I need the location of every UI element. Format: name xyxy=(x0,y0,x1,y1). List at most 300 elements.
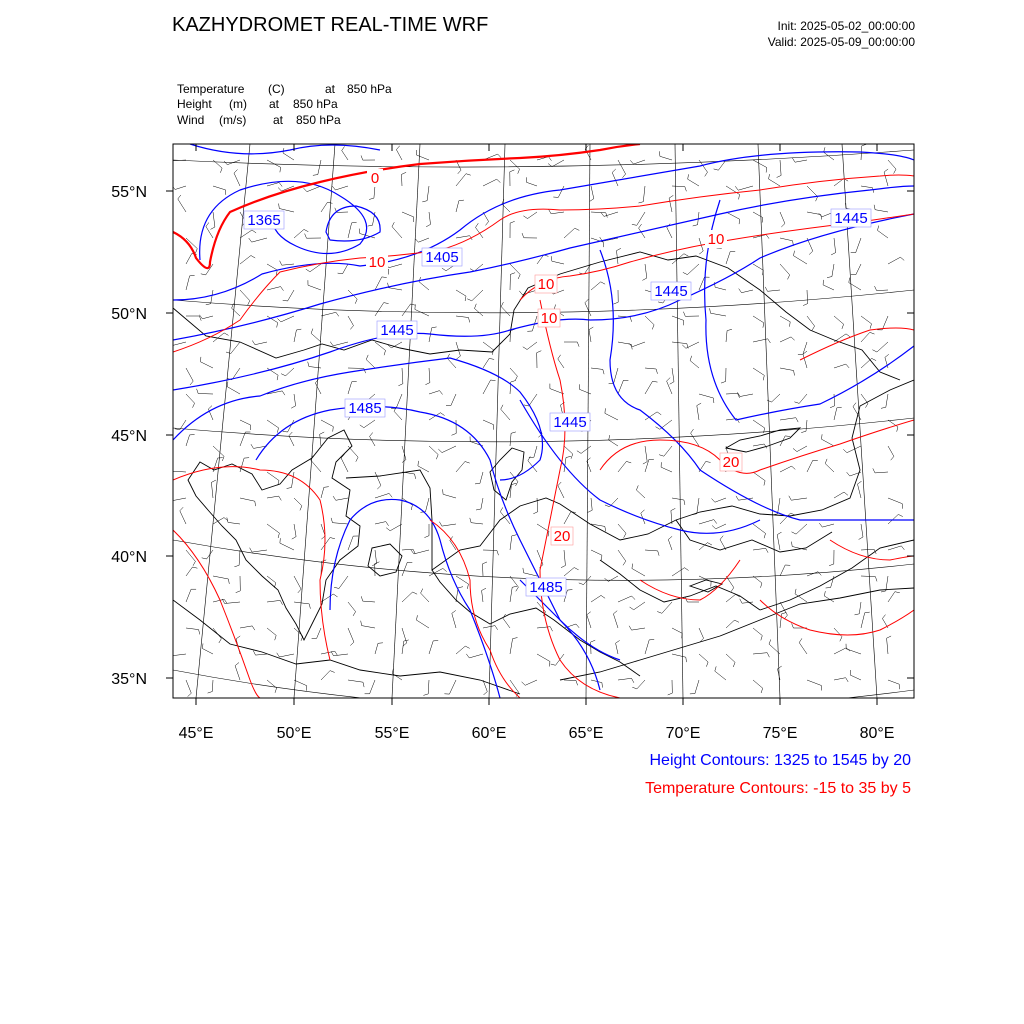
wind-barb xyxy=(483,562,488,576)
wind-barb xyxy=(280,538,294,550)
wind-barb xyxy=(402,628,407,646)
wind-barb xyxy=(537,627,553,632)
wind-barb xyxy=(456,174,471,186)
wind-barb xyxy=(267,287,284,291)
wind-barb xyxy=(402,212,414,222)
wind-barb xyxy=(332,186,348,190)
temperature-label xyxy=(366,253,388,271)
wind-barb xyxy=(334,576,348,589)
wind-barb xyxy=(834,407,842,420)
wind-barb xyxy=(780,613,786,629)
wind-barb xyxy=(321,671,335,680)
wind-barb xyxy=(402,472,416,479)
wind-barb xyxy=(735,186,753,190)
wind-barb xyxy=(234,170,240,187)
wind-barb xyxy=(375,643,383,654)
wind-barb xyxy=(861,576,877,581)
wind-barb xyxy=(180,507,186,524)
wind-barb xyxy=(699,628,704,642)
wind-barb xyxy=(341,454,348,472)
wind-barb xyxy=(888,257,904,264)
wind-barb xyxy=(668,680,673,695)
wind-barb xyxy=(417,615,430,628)
wind-barb xyxy=(186,238,197,253)
height-label xyxy=(526,578,566,596)
wind-barb xyxy=(641,510,645,524)
wind-barb xyxy=(753,548,768,552)
svg-text:20: 20 xyxy=(722,454,740,471)
wind-barb xyxy=(267,160,281,172)
wind-barb xyxy=(609,435,618,446)
lat-label: 50°N xyxy=(111,306,147,323)
svg-text:1445: 1445 xyxy=(380,322,414,339)
wind-barb xyxy=(618,596,635,602)
meridian-75e xyxy=(758,144,780,698)
svg-text:1445: 1445 xyxy=(834,210,868,227)
wind-barb xyxy=(753,264,763,275)
svg-text:1445: 1445 xyxy=(654,283,688,300)
wind-barb xyxy=(591,524,606,531)
wind-barb xyxy=(726,251,735,264)
field-at: at xyxy=(269,97,280,111)
wind-barb xyxy=(456,316,470,322)
wind-barb xyxy=(822,434,835,446)
wind-barb xyxy=(558,482,564,498)
wind-barb xyxy=(456,236,472,240)
wind-barb xyxy=(780,316,790,327)
wind-barb xyxy=(438,446,456,453)
wind-barb xyxy=(807,680,821,691)
wind-barb xyxy=(630,160,645,164)
wind-barb xyxy=(753,160,767,173)
wind-barb xyxy=(375,493,392,498)
wind-barb xyxy=(710,308,726,316)
wind-barb xyxy=(690,680,699,694)
wind-barb xyxy=(510,535,517,550)
wind-barb xyxy=(726,654,735,667)
wind-barb xyxy=(168,497,186,501)
wind-barb xyxy=(726,212,740,224)
wind-barb xyxy=(235,663,240,681)
wind-barb xyxy=(208,406,213,420)
wind-barb xyxy=(780,212,785,227)
wind-barb xyxy=(618,160,626,178)
wind-barb xyxy=(447,354,456,368)
wind-barb xyxy=(564,568,579,577)
wind-barb xyxy=(740,599,753,603)
lon-label: 75°E xyxy=(762,725,798,742)
wind-barb xyxy=(630,602,645,610)
wind-barb xyxy=(424,524,429,538)
valid-time: Valid: 2025-05-09_00:00:00 xyxy=(767,35,915,49)
temperature-label xyxy=(367,169,383,187)
wind-barb xyxy=(682,342,699,348)
wind-barb xyxy=(466,654,483,658)
svg-text:20: 20 xyxy=(553,528,571,545)
wind-barb xyxy=(186,435,195,446)
wind-barb xyxy=(753,680,763,693)
wind-barb xyxy=(884,169,888,186)
wind-barb xyxy=(267,420,279,433)
wind-barb xyxy=(415,238,429,242)
wind-barb xyxy=(342,146,348,160)
wind-barb xyxy=(672,628,682,638)
parallel-40n xyxy=(173,540,914,580)
wind-barb xyxy=(522,233,537,238)
wind-barb xyxy=(429,446,438,459)
wind-barb xyxy=(226,342,240,354)
wind-barb xyxy=(699,238,703,254)
wind-barb xyxy=(670,368,674,384)
wind-barb xyxy=(861,332,875,342)
temperature-label xyxy=(720,453,742,471)
wind-barb xyxy=(690,356,699,368)
wind-barb xyxy=(321,538,335,551)
wind-barb xyxy=(267,496,281,500)
wind-barb xyxy=(526,177,537,186)
wind-barb xyxy=(753,576,762,588)
wind-barb xyxy=(632,212,645,225)
wind-barb xyxy=(522,680,537,685)
height-contours-note: Height Contours: 1325 to 1545 by 20 xyxy=(649,752,911,769)
wind-barb xyxy=(767,394,780,402)
wind-barb xyxy=(712,498,727,502)
wind-barb xyxy=(456,462,470,473)
wind-barb xyxy=(523,342,537,350)
wind-barb xyxy=(446,394,456,406)
kazakhstan-south-border xyxy=(346,380,914,570)
wind-barb xyxy=(819,523,834,527)
lon-label: 45°E xyxy=(178,725,214,742)
wind-barb xyxy=(794,251,808,264)
wind-barb xyxy=(846,644,861,654)
wind-barb xyxy=(645,550,659,556)
wind-barb xyxy=(321,312,339,316)
temperature-label xyxy=(705,230,727,248)
wind-barb xyxy=(475,472,483,484)
wind-barb xyxy=(793,446,807,452)
wind-barb xyxy=(213,186,226,195)
svg-text:10: 10 xyxy=(368,254,386,271)
wind-barb xyxy=(803,351,807,368)
wind-barb xyxy=(348,628,354,646)
wind-barb xyxy=(645,368,658,374)
wind-barb xyxy=(888,680,899,689)
wind-barb xyxy=(589,327,593,342)
wind-barb xyxy=(476,498,483,510)
wind-barb xyxy=(667,378,672,394)
wind-barb xyxy=(888,446,894,460)
lon-label: 50°E xyxy=(276,725,312,742)
wind-barb xyxy=(375,522,389,526)
wind-barb xyxy=(861,358,876,368)
wind-barb xyxy=(523,212,537,219)
wind-barb xyxy=(482,588,486,602)
wind-barb xyxy=(726,594,740,602)
wind-barb xyxy=(834,678,848,682)
lon-label: 60°E xyxy=(471,725,507,742)
wind-barb xyxy=(186,589,196,602)
wind-barb xyxy=(737,392,753,396)
wind-barb xyxy=(277,316,294,322)
wind-barb xyxy=(825,459,834,472)
wind-barb xyxy=(888,592,900,602)
wind-barb xyxy=(850,670,861,680)
wind-barb xyxy=(851,264,861,275)
wind-barb xyxy=(801,420,807,433)
wind-barb xyxy=(348,316,354,329)
wind-barb xyxy=(636,485,645,498)
wind-barb xyxy=(361,596,375,602)
wind-barb xyxy=(591,595,605,602)
wind-barb xyxy=(618,678,634,683)
wind-barb xyxy=(632,680,645,689)
wind-barb xyxy=(780,466,795,472)
temperature-contour xyxy=(760,600,914,635)
wind-barb xyxy=(561,550,565,568)
wind-barb xyxy=(422,186,429,202)
wind-barb xyxy=(202,550,213,559)
wind-barb xyxy=(548,160,564,167)
wind-barb xyxy=(645,316,654,329)
wind-barb xyxy=(333,496,348,500)
wind-barb xyxy=(234,550,240,567)
wind-barb xyxy=(402,562,412,576)
wind-barb xyxy=(888,498,902,509)
init-time: Init: 2025-05-02_00:00:00 xyxy=(777,19,915,33)
wind-barb xyxy=(392,669,402,680)
wind-barb xyxy=(423,680,429,695)
wind-barb xyxy=(267,524,279,538)
wind-barb xyxy=(443,489,456,498)
wind-barb xyxy=(444,680,456,694)
wind-barb xyxy=(178,195,186,212)
wind-barb xyxy=(591,212,607,218)
wind-barb xyxy=(672,186,686,191)
wind-barb xyxy=(421,589,429,602)
wind-barb xyxy=(564,680,578,685)
wind-barb xyxy=(715,666,726,680)
wind-barb xyxy=(402,304,415,316)
wind-barb xyxy=(872,342,888,352)
wind-barb xyxy=(861,549,876,554)
wind-barb xyxy=(807,460,818,472)
lat-label: 45°N xyxy=(111,428,147,445)
wind-barb xyxy=(591,368,604,374)
wind-barb xyxy=(391,394,402,409)
wind-barb xyxy=(501,302,510,316)
field-units: (C) xyxy=(268,82,285,96)
wind-barb xyxy=(769,174,780,186)
wind-barb xyxy=(475,304,484,316)
tajikistan-border xyxy=(600,560,760,610)
wind-barb xyxy=(529,446,537,458)
wind-barb xyxy=(721,368,726,383)
field-level: 850 hPa xyxy=(293,97,338,111)
wind-barb xyxy=(577,446,591,453)
height-label xyxy=(377,321,417,339)
wind-barb xyxy=(476,223,484,238)
wind-barb xyxy=(186,368,193,385)
wind-barb xyxy=(843,446,861,453)
wind-barb xyxy=(777,532,781,550)
height-label xyxy=(345,399,385,417)
wind-barb xyxy=(375,472,381,489)
wind-barb xyxy=(294,576,301,593)
wind-barb xyxy=(206,223,213,239)
wind-barb xyxy=(277,653,294,657)
wind-barb xyxy=(186,275,195,290)
wind-barb xyxy=(823,280,834,290)
temperature-label xyxy=(551,527,573,545)
field-units: (m) xyxy=(229,97,247,111)
wind-barb xyxy=(186,628,200,634)
wind-barb xyxy=(267,600,283,604)
temperature-label xyxy=(538,309,560,327)
wind-barb xyxy=(331,518,348,524)
wind-barb xyxy=(659,446,672,456)
wind-barb xyxy=(639,186,646,203)
height-label xyxy=(244,211,284,229)
wind-barb xyxy=(859,524,863,540)
wind-barb xyxy=(699,520,717,524)
wind-barb xyxy=(202,644,213,655)
wind-barb xyxy=(726,393,740,398)
wind-barb xyxy=(186,316,201,321)
wind-barb xyxy=(827,264,834,278)
wind-barb xyxy=(579,384,591,394)
wind-barb xyxy=(510,170,515,186)
wind-barb xyxy=(587,612,591,628)
wind-barb xyxy=(792,524,808,534)
wind-barb xyxy=(590,186,594,201)
wind-barb xyxy=(467,290,483,301)
wind-barb xyxy=(402,592,417,602)
wind-barb xyxy=(632,564,645,576)
meridian-60e xyxy=(489,144,505,698)
wind-barb xyxy=(361,621,375,628)
wind-barb xyxy=(564,228,579,238)
wind-barb xyxy=(267,628,276,640)
wind-barb xyxy=(699,394,714,403)
wind-barb xyxy=(227,382,240,394)
wind-barb xyxy=(591,680,603,688)
wind-barb xyxy=(370,433,375,447)
wind-barb xyxy=(456,646,470,654)
wind-barb xyxy=(365,680,375,694)
svg-text:0: 0 xyxy=(370,170,380,187)
wind-barb xyxy=(425,368,430,385)
wind-barb xyxy=(807,212,822,220)
wind-barb xyxy=(830,394,835,408)
svg-text:1485: 1485 xyxy=(348,400,382,417)
wind-barb xyxy=(249,238,267,242)
wind-barb xyxy=(321,420,333,432)
field-units: (m/s) xyxy=(219,113,247,127)
temperature-contour xyxy=(173,530,260,698)
lake-balkhash xyxy=(726,428,800,452)
wind-barb xyxy=(887,636,892,654)
height-contour xyxy=(173,214,914,390)
parallel-35n xyxy=(173,670,914,711)
wind-barb xyxy=(369,186,375,200)
wind-barb xyxy=(510,264,520,279)
wind-barb xyxy=(510,586,517,602)
wind-barb xyxy=(858,481,862,498)
svg-text:1485: 1485 xyxy=(529,579,563,596)
wind-barb xyxy=(321,487,329,498)
wind-barb xyxy=(483,342,494,355)
wind-barb xyxy=(642,264,646,280)
wind-barb xyxy=(470,518,483,524)
wind-barb xyxy=(294,680,307,691)
wind-barb xyxy=(643,446,647,464)
wind-barb xyxy=(291,394,295,408)
temperature-contour xyxy=(173,467,330,660)
wind-barb xyxy=(201,357,214,368)
wind-barb xyxy=(831,238,836,255)
svg-text:1365: 1365 xyxy=(247,212,281,229)
wind-barb xyxy=(348,382,357,395)
wind-barb xyxy=(753,524,766,538)
wind-barb xyxy=(683,312,699,317)
wind-barb xyxy=(402,172,407,186)
lat-label: 55°N xyxy=(111,184,147,201)
wind-barb xyxy=(222,599,240,604)
height-contour xyxy=(520,580,600,690)
wind-barb xyxy=(186,680,191,697)
wind-barb xyxy=(657,602,672,613)
wind-barb xyxy=(712,524,726,529)
height-contour xyxy=(705,200,914,420)
wind-barb xyxy=(874,205,888,212)
wind-barb xyxy=(240,626,255,630)
wind-barb xyxy=(338,264,348,274)
wind-barb xyxy=(361,156,375,161)
wind-barb xyxy=(824,147,834,160)
svg-text:10: 10 xyxy=(540,310,558,327)
wind-barb xyxy=(348,680,364,687)
wind-barb xyxy=(672,654,687,662)
wind-barb xyxy=(199,315,213,319)
wind-barb xyxy=(417,150,430,160)
wind-barb xyxy=(456,587,463,602)
wind-barb xyxy=(645,459,654,472)
wind-barb xyxy=(170,341,186,345)
wind-barb xyxy=(753,339,770,343)
field-level: 850 hPa xyxy=(347,82,392,96)
wind-barb xyxy=(753,368,764,380)
wind-barb xyxy=(313,160,321,175)
wind-barb xyxy=(456,200,464,212)
wind-barb xyxy=(294,498,302,510)
wind-barb xyxy=(386,524,402,531)
wind-barb xyxy=(292,524,296,539)
wind-barb xyxy=(618,550,626,565)
wind-barb xyxy=(672,568,689,576)
lon-label: 65°E xyxy=(568,725,604,742)
wind-barb xyxy=(483,358,494,368)
wind-barb xyxy=(618,461,631,472)
wind-barb xyxy=(281,368,294,376)
wind-barb xyxy=(795,589,807,602)
wind-barb xyxy=(614,290,619,304)
wind-barb xyxy=(726,329,732,342)
turkmenistan-inner-lake xyxy=(368,544,402,576)
wind-barb xyxy=(294,602,310,609)
wind-barb xyxy=(213,576,229,584)
wind-barb xyxy=(321,651,338,655)
